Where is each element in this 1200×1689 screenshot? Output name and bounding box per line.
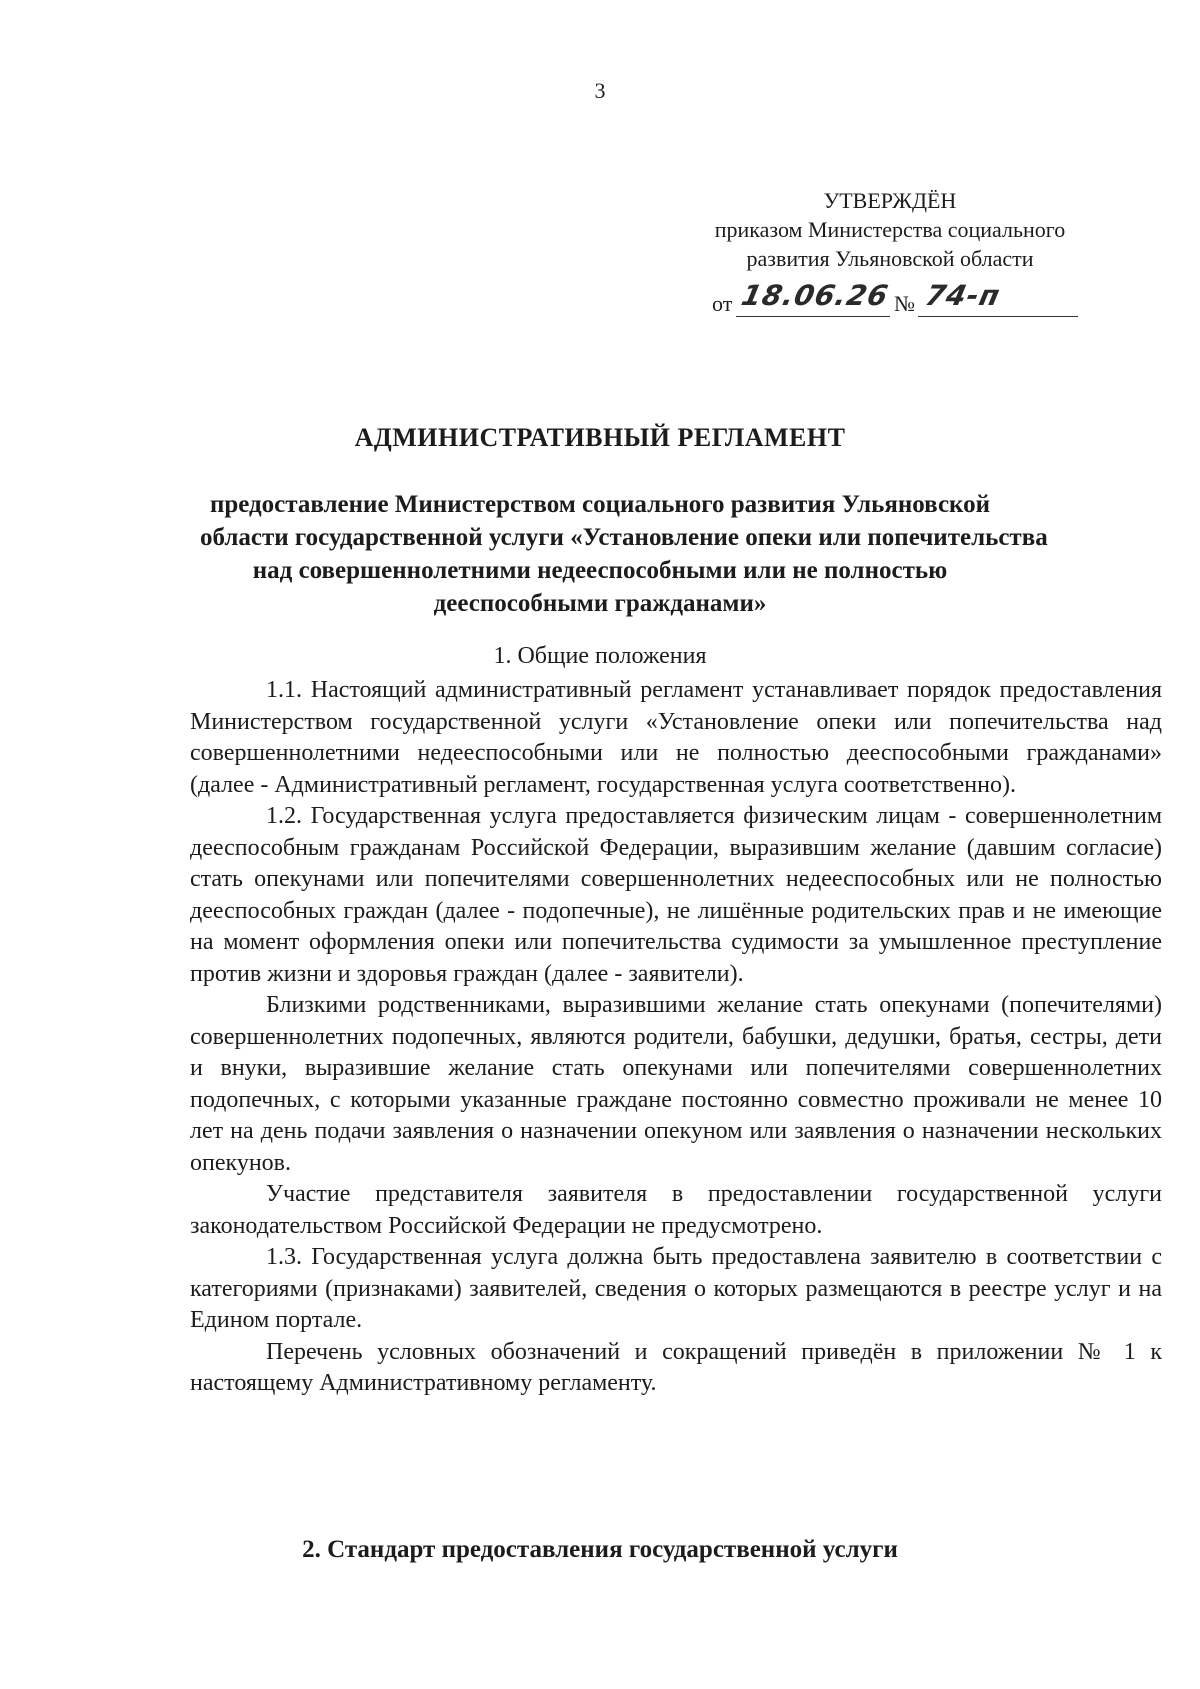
- subtitle-line: над совершеннолетними недееспособными или не полностью: [252, 557, 948, 584]
- order-date-handwritten: 18.06.26: [738, 279, 892, 312]
- order-number-sign: №: [894, 291, 915, 316]
- order-number-underline: [918, 316, 1078, 317]
- subtitle-line: области государственной услуги «Установление опеки или попечительства: [200, 524, 1048, 551]
- subtitle-line: дееспособными гражданами»: [433, 590, 767, 617]
- document-subtitle: [200, 488, 1048, 620]
- paragraph-representative: Участие представителя заявителя в предоставлении государственной услуги законодательством Российской Федерации не предусмотрено.: [190, 1181, 1162, 1239]
- paragraph-1-2: 1.2. Государственная услуга предоставляется физическим лицам - совершеннолетним дееспособным гражданам Российской Федерации, выразившим желание (давшим согласие) стать опекунами или попечителями совершеннолетних недееспособных или не полностью дееспособных граждан (далее - подопечные), не лишённые родительских прав и не имеющие на момент оформления опеки или попечительства судимости за умышленное преступление против жизни и здоровья граждан (далее - заявители).: [190, 803, 1162, 987]
- section-1-body: [190, 675, 1162, 1400]
- paragraph-relatives: Близкими родственниками, выразившими желание стать опекунами (попечителями) совершеннолетних подопечных, являются родители, бабушки, дедушки, братья, сестры, дети и внуки, выразившие желание стать опекунами или попечителями совершеннолетних подопечных, с которыми указанные граждане постоянно совместно проживали не менее 10 лет на день подачи заявления о назначении опекуном или заявления о назначении нескольких опекунов.: [190, 992, 1162, 1176]
- subtitle-line: предоставление Министерством социального развития Ульяновской: [209, 491, 991, 518]
- paragraph-1-3: 1.3. Государственная услуга должна быть предоставлена заявителю в соответствии с категориями (признаками) заявителей, сведения о которых размещаются в реестре услуг и на Едином портале.: [190, 1244, 1162, 1333]
- paragraph-abbreviations: Перечень условных обозначений и сокращений приведён в приложении № 1 к настоящему Административному регламенту.: [190, 1338, 1162, 1396]
- paragraph-1-1: 1.1. Настоящий административный регламент устанавливает порядок предоставления Министерством государственной услуги «Установление опеки или попечительства над совершеннолетними недееспособными или не полностью дееспособными гражданами» (далее - Административный регламент, государственная услуга соответственно).: [190, 677, 1162, 798]
- section-1-heading: 1. Общие положения: [493, 643, 707, 669]
- order-number-handwritten: 74-п: [922, 279, 1004, 312]
- order-date-prefix: от: [712, 291, 733, 316]
- order-date-underline: [736, 316, 890, 317]
- approval-ministry-line: развития Ульяновской области: [746, 246, 1034, 271]
- approval-order-line: приказом Министерства социального: [714, 217, 1066, 242]
- section-2-heading: 2. Стандарт предоставления государственной услуги: [302, 1536, 898, 1563]
- approval-heading: УТВЕРЖДЁН: [823, 188, 957, 213]
- order-reference: [712, 279, 1082, 317]
- approval-block: [690, 186, 1090, 273]
- document-title: АДМИНИСТРАТИВНЫЙ РЕГЛАМЕНТ: [354, 423, 846, 452]
- page-number: 3: [594, 78, 606, 103]
